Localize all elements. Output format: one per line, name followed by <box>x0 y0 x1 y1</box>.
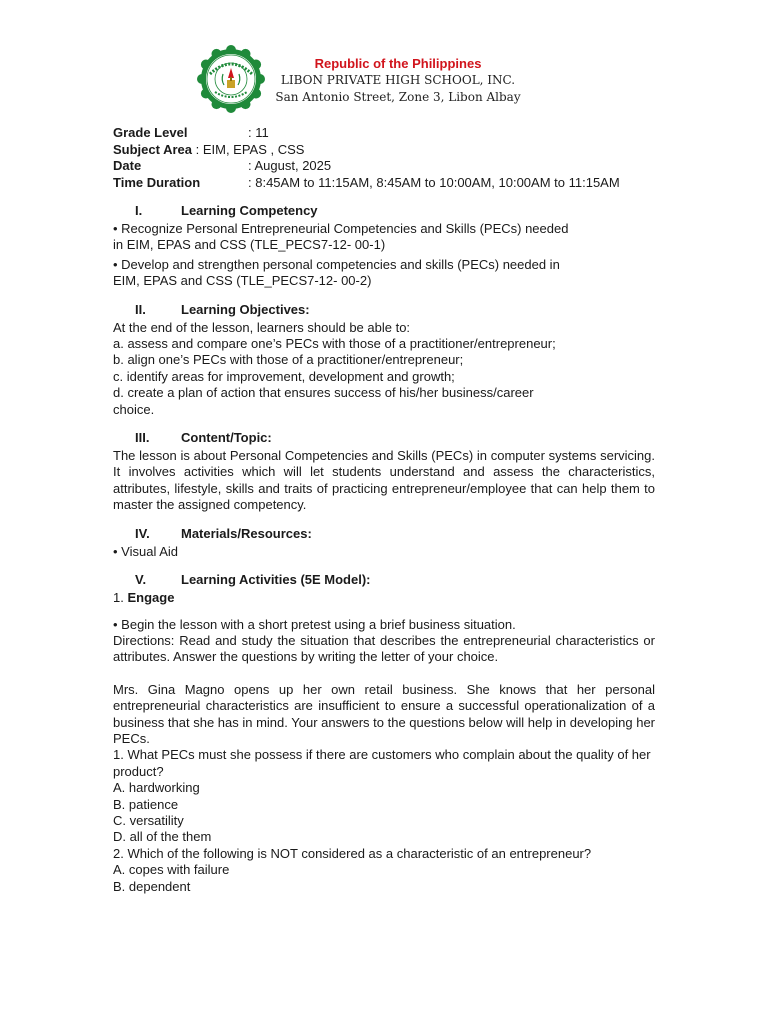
time-duration-label: Time Duration <box>113 174 201 190</box>
engage-number: 1. <box>113 590 124 606</box>
section-number: IV. <box>135 525 150 541</box>
objective-line: a. assess and compare one’s PECs with those of a practitioner/entrepreneur; <box>113 336 556 352</box>
section-title: Learning Activities (5E Model): <box>181 572 371 588</box>
competency-line: EIM, EPAS and CSS (TLE_PECS7-12- 00-2) <box>113 273 372 289</box>
content-topic-paragraph: The lesson is about Personal Competencies and Skills (PECs) in computer systems servicing. It involves activities which will let students understand and assess the characteristics, attributes, lifestyle, skills and traits of practicing entrepreneur/employee that can help them to master the assigned competency. <box>113 448 655 513</box>
republic-title: Republic of the Philippines <box>314 56 482 71</box>
pretest-line: • Begin the lesson with a short pretest using a brief business situation. <box>113 616 516 632</box>
question-1-choice: D. all of the them <box>113 829 212 845</box>
competency-line: in EIM, EPAS and CSS (TLE_PECS7-12- 00-1) <box>113 237 386 253</box>
situation-paragraph: Mrs. Gina Magno opens up her own retail business. She knows that her personal entrepreneurial characteristics are insufficient to ensure a successful operationalization of a business that she has in mind. Your answers to the questions below will help in developing her PECs. <box>113 681 656 746</box>
objective-line: c. identify areas for improvement, development and growth; <box>113 368 455 384</box>
engage-heading <box>113 590 655 606</box>
materials-item: • Visual Aid <box>113 543 179 559</box>
header-text <box>268 55 528 106</box>
school-seal-logo <box>196 44 266 114</box>
school-address: San Antonio Street, Zone 3, Libon Albay <box>275 90 521 104</box>
subject-area-label: Subject Area <box>113 141 192 157</box>
school-header <box>196 44 536 116</box>
date-value: : August, 2025 <box>248 158 332 173</box>
competency-line: • Recognize Personal Entrepreneurial Competencies and Skills (PECs) needed <box>113 221 569 236</box>
time-duration-value: : 8:45AM to 11:15AM, 8:45AM to 10:00AM, 10:00AM to 11:15AM <box>248 174 620 190</box>
objective-line: b. align one’s PECs with those of a practitioner/entrepreneur; <box>113 352 464 368</box>
section-number: III. <box>135 430 150 446</box>
section-title: Learning Objectives: <box>181 301 310 317</box>
section-number: II. <box>135 301 146 317</box>
grade-level-value: : 11 <box>248 125 269 140</box>
question-2: 2. Which of the following is NOT considered as a characteristic of an entrepreneur? <box>113 845 592 861</box>
directions-paragraph: Directions: Read and study the situation that describes the entrepreneurial characteristics or attributes. Answer the questions by writing the letter of your choice. <box>113 632 655 665</box>
section-number: V. <box>135 572 147 588</box>
section-title: Learning Competency <box>181 203 318 218</box>
subject-area-value: : EIM, EPAS , CSS <box>195 141 305 157</box>
section-heading <box>113 572 655 590</box>
section-heading <box>113 302 655 320</box>
grade-level-label: Grade Level <box>113 125 188 140</box>
objective-line: d. create a plan of action that ensures success of his/her business/career <box>113 385 534 401</box>
question-1-choice: B. patience <box>113 796 179 812</box>
objective-line: choice. <box>113 401 155 417</box>
question-1-choice: A. hardworking <box>113 780 200 796</box>
date-row <box>113 158 655 175</box>
section-heading <box>113 526 655 544</box>
competency-line: • Develop and strengthen personal competencies and skills (PECs) needed in <box>113 256 560 272</box>
objective-line: At the end of the lesson, learners should be able to: <box>113 319 411 335</box>
question-2-choice: B. dependent <box>113 878 191 894</box>
grade-level-row <box>113 125 655 142</box>
engage-title: Engage <box>127 590 175 606</box>
date-label: Date <box>113 158 142 173</box>
question-1: 1. What PECs must she possess if there are customers who complain about the quality of her product? <box>113 747 651 779</box>
time-duration-row <box>113 175 655 192</box>
section-title: Content/Topic: <box>181 430 272 446</box>
section-number: I. <box>135 203 143 218</box>
question-2-choice: A. copes with failure <box>113 862 230 878</box>
subject-area-row <box>113 142 655 159</box>
school-name: LIBON PRIVATE HIGH SCHOOL, INC. <box>280 73 516 87</box>
section-heading <box>113 203 655 221</box>
section-title: Materials/Resources: <box>181 525 312 541</box>
lesson-plan-body <box>113 125 655 895</box>
question-1-choice: C. versatility <box>113 812 184 828</box>
section-heading <box>113 430 655 448</box>
